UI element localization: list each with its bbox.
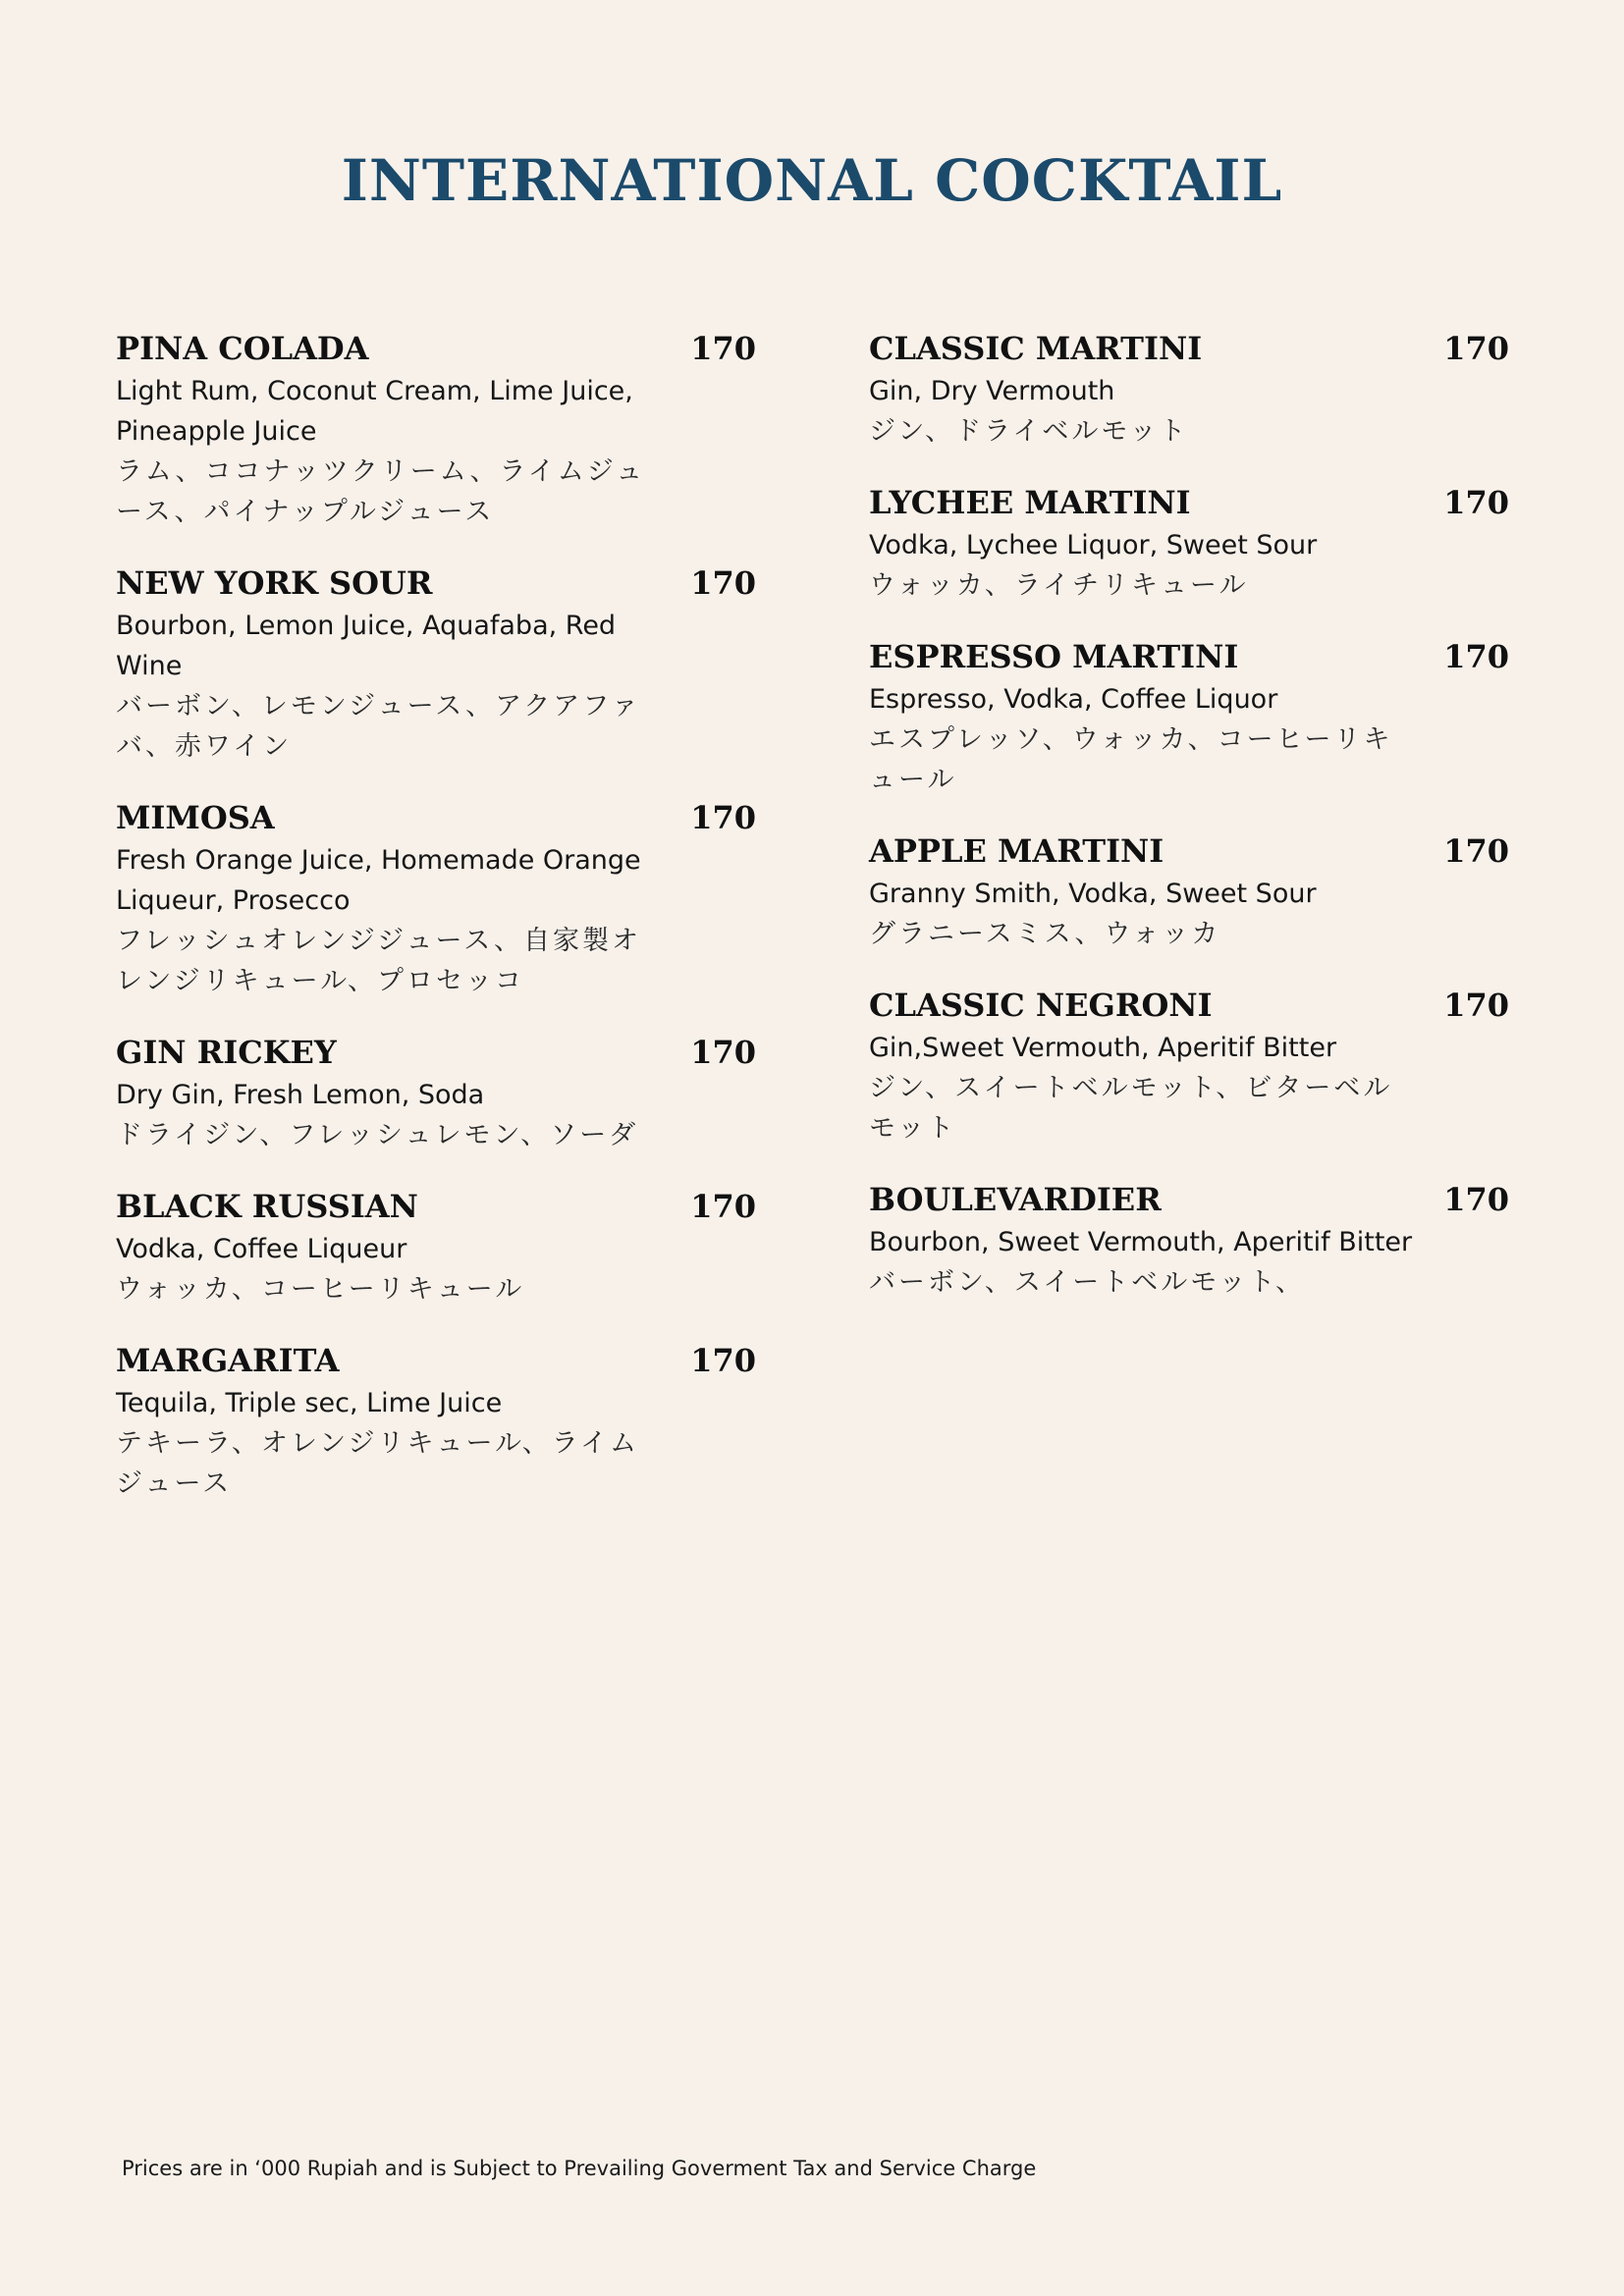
item-name: CLASSIC NEGRONI	[869, 987, 1213, 1024]
item-ingredients-japanese: ウォッカ、コーヒーリキュール	[116, 1274, 525, 1305]
item-name: ESPRESSO MARTINI	[869, 638, 1239, 675]
menu-item-header	[116, 1030, 756, 1075]
menu-item	[869, 326, 1509, 452]
menu-item-header	[116, 1184, 756, 1229]
menu-item	[116, 1184, 756, 1309]
item-name: NEW YORK SOUR	[116, 564, 433, 602]
item-ingredients: Dry Gin, Fresh Lemon, Soda	[116, 1080, 485, 1110]
menu-item-header	[869, 634, 1509, 679]
item-ingredients: Espresso, Vodka, Coffee Liquor	[869, 684, 1278, 715]
item-price: 170	[1443, 484, 1509, 521]
item-ingredients-japanese: ウォッカ、ライチリキュール	[869, 570, 1249, 601]
item-ingredients: Vodka, Lychee Liquor, Sweet Sour	[869, 530, 1318, 561]
item-ingredients: Bourbon, Lemon Juice, Aquafaba, Red Wine	[116, 611, 617, 681]
item-price: 170	[690, 330, 756, 367]
menu-item	[869, 828, 1509, 954]
item-name: LYCHEE MARTINI	[869, 484, 1191, 521]
item-price: 170	[1443, 832, 1509, 870]
item-name: PINA COLADA	[116, 330, 369, 367]
item-price: 170	[1443, 638, 1509, 675]
item-name: GIN RICKEY	[116, 1034, 337, 1071]
menu-item	[869, 1177, 1509, 1303]
item-ingredients-japanese: ジン、スイートベルモット、ビターベルモット	[869, 1073, 1393, 1144]
item-ingredients: Gin, Dry Vermouth	[869, 376, 1115, 406]
menu-item-header	[869, 326, 1509, 371]
item-price: 170	[1443, 987, 1509, 1024]
item-price: 170	[690, 1342, 756, 1379]
item-ingredients: Gin,Sweet Vermouth, Aperitif Bitter	[869, 1033, 1337, 1063]
item-name: BOULEVARDIER	[869, 1181, 1162, 1218]
item-ingredients: Light Rum, Coconut Cream, Lime Juice, Pineapple Juice	[116, 376, 633, 447]
item-price: 170	[690, 1034, 756, 1071]
item-ingredients: Fresh Orange Juice, Homemade Orange Liqueur, Prosecco	[116, 845, 641, 916]
item-name: MARGARITA	[116, 1342, 340, 1379]
item-name: MIMOSA	[116, 799, 275, 836]
item-ingredients-japanese: テキーラ、オレンジリキュール、ライムジュース	[116, 1428, 639, 1499]
item-price: 170	[1443, 330, 1509, 367]
item-ingredients-japanese: グラニースミス、ウォッカ	[869, 919, 1221, 949]
item-ingredients-japanese: エスプレッソ、ウォッカ、コーヒーリキュール	[869, 724, 1393, 795]
price-disclaimer: Prices are in ‘000 Rupiah and is Subject to Prevailing Goverment Tax and Service Charge	[122, 2157, 1037, 2180]
item-ingredients-japanese: バーボン、レモンジュース、アクアファバ、赤ワイン	[116, 691, 641, 762]
item-name: APPLE MARTINI	[869, 832, 1164, 870]
item-ingredients: Bourbon, Sweet Vermouth, Aperitif Bitter	[869, 1227, 1413, 1257]
menu-item-header	[869, 480, 1509, 525]
item-ingredients: Vodka, Coffee Liqueur	[116, 1234, 407, 1264]
menu-item	[869, 480, 1509, 606]
item-price: 170	[690, 564, 756, 602]
item-ingredients: Granny Smith, Vodka, Sweet Sour	[869, 879, 1317, 909]
menu-item-header	[116, 1338, 756, 1383]
menu-column-right	[869, 326, 1509, 1331]
menu-item-header	[116, 561, 756, 606]
menu-item	[116, 795, 756, 1001]
item-name: CLASSIC MARTINI	[869, 330, 1203, 367]
item-ingredients-japanese: ジン、ドライベルモット	[869, 416, 1189, 447]
item-price: 170	[690, 799, 756, 836]
menu-title: INTERNATIONAL COCKTAIL	[341, 147, 1283, 214]
menu-item-header	[116, 795, 756, 840]
item-price: 170	[690, 1188, 756, 1225]
menu-item-header	[869, 1177, 1509, 1222]
menu-item	[869, 983, 1509, 1148]
menu-item-header	[869, 983, 1509, 1028]
item-name: BLACK RUSSIAN	[116, 1188, 418, 1225]
item-ingredients: Tequila, Triple sec, Lime Juice	[116, 1388, 503, 1418]
menu-item	[116, 1338, 756, 1504]
menu-item-header	[116, 326, 756, 371]
menu-item-header	[869, 828, 1509, 874]
menu-item	[869, 634, 1509, 800]
item-ingredients-japanese: ドライジン、フレッシュレモン、ソーダ	[116, 1120, 639, 1150]
item-ingredients-japanese: フレッシュオレンジジュース、自家製オレンジリキュール、プロセッコ	[116, 926, 642, 996]
menu-item	[116, 561, 756, 767]
menu-column-left	[116, 326, 756, 1532]
item-ingredients-japanese: バーボン、スイートベルモット、	[869, 1267, 1306, 1298]
item-price: 170	[1443, 1181, 1509, 1218]
item-ingredients-japanese: ラム、ココナッツクリーム、ライムジュース、パイナップルジュース	[116, 456, 646, 527]
menu-item	[116, 326, 756, 532]
menu-item	[116, 1030, 756, 1155]
